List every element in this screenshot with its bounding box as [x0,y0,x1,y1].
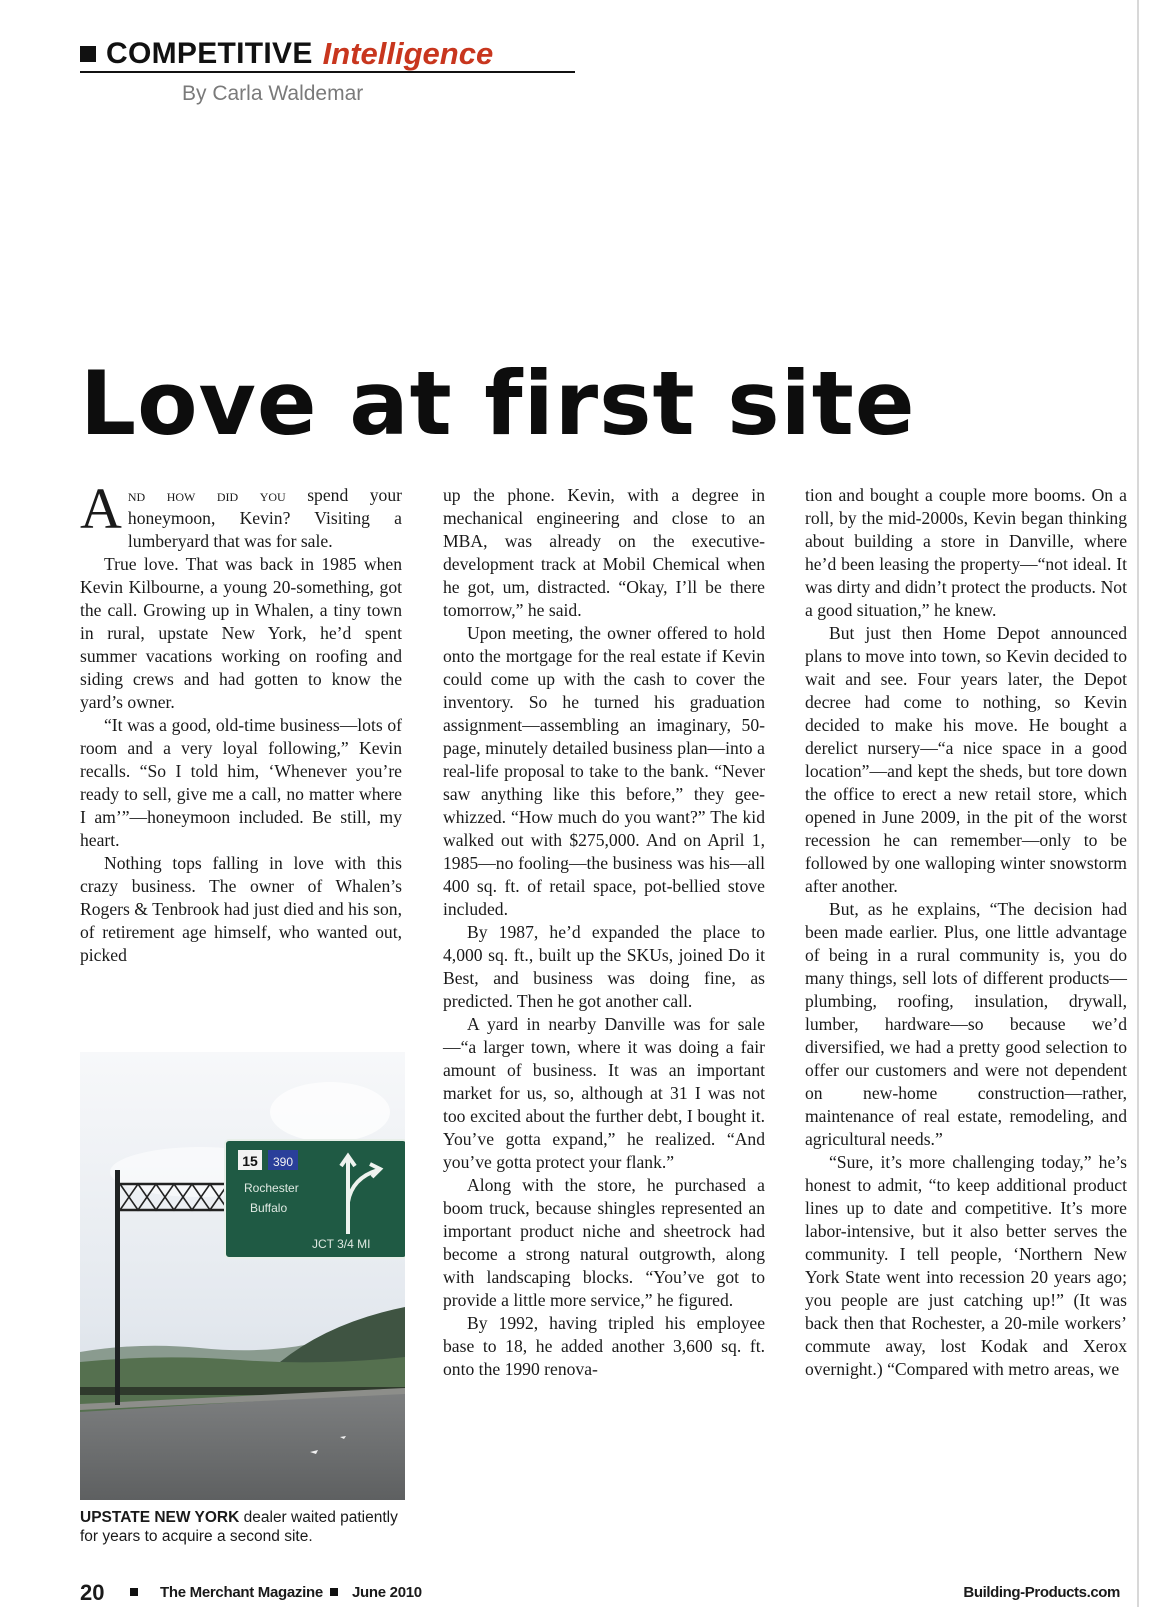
section-title-emphasis: Intelligence [322,36,494,71]
paragraph: “It was a good, old-time business—lots of room and a very loyal following,” Kevin recalls. “So I told him, ‘Whenever you’re ready to sell, give me a call, no matter where I am’”—honeymoon included. Be still, my heart. [80,715,402,850]
article-column-1 [80,476,402,967]
highway-sign-photo [80,1052,405,1500]
footer-separator-icon [330,1588,338,1596]
byline: By Carla Waldemar [182,82,364,105]
paragraph: True love. That was back in 1985 when Kevin Kilbourne, a young 20-something, got the call. Growing up in Whalen, a tiny town in rural, upstate New York, he’d spent summer vacations working on roofing and siding crews and had gotten to know the yard’s owner. [80,554,402,712]
lead-text: spend your honeymoon, Kevin? Visiting a lumberyard that was for sale. [127,485,402,551]
paragraph: By 1987, he’d expanded the place to 4,000 sq. ft., built up the SKUs, joined Do it Best, and business was doing fine, as predicted. Then he got another call. [443,922,765,1011]
paragraph-continued: tion and bought a couple more booms. On a roll, by the mid-2000s, Kevin began thinking about building a store in Danville, where he’d been leasing the property—“not ideal. It was dirty and didn’t protect the products. Not a good situation,” he knew. [805,485,1127,620]
lead-paragraph [80,476,402,553]
sign-junction: JCT 3/4 MI [312,1237,371,1251]
paragraph: But, as he explains, “The decision had been made earlier. Plus, one little advantage of being in a rural community is, you do many things, sell lots of different products—plumbing, roofing, insulation, drywall, lumber, hardware—so because we’d diversified, we had a pretty good selection to offer our customers and were not dependent on new-home construction—rather, maintenance of real estate, remodeling, and agricultural needs.” [805,899,1127,1149]
sign-destination-2: Buffalo [250,1201,288,1215]
section-header [80,36,493,72]
page-edge-line [1137,0,1139,1607]
section-bullet-icon [80,46,96,62]
website: Building-Products.com [963,1584,1120,1601]
paragraph: But just then Home Depot announced plans to move into town, so Kevin decided to wait and see. Four years later, the Depot decree had come to nothing, so Kevin decided to make his move. He bought a derelict nursery—“a nice space in a good location”—and kept the sheds, but tore down the office to erect a new retail store, which opened in June 2009, in the pit of the worst recession he can remember—only to be followed by one walloping winter snowstorm after another. [805,623,1127,896]
paragraph: Upon meeting, the owner offered to hold onto the mortgage for the real estate if Kevin could come up with the cash to cover the inventory. So he turned his graduation assignment—assembling an imaginary, 50-page, minutely detailed business plan—into a real-life proposal to take to the bank. “Never saw anything like this before,” they gee-whizzed. “How much do you want?” The kid walked out with $275,000. And on April 1, 1985—no fooling—the business was his—all 400 sq. ft. of retail space, pot-bellied stove included. [443,623,765,919]
article-photo [80,1052,405,1500]
section-title: COMPETITIVE [106,37,313,70]
caption-lead: UPSTATE NEW YORK [80,1509,240,1526]
article-headline: Love at first site [80,352,916,455]
caption-text: dealer waited patiently for years to acquire a second site. [80,1509,398,1545]
paragraph: By 1992, having tripled his employee base to 18, he added another 3,600 sq. ft. onto the 1990 renova- [443,1313,765,1379]
paragraph-continued: up the phone. Kevin, with a degree in mechanical engineering and close to an MBA, was already on the executive-development track at Mobil Chemical when he got, um, distracted. “Okay, I’ll be there tomorrow,” he said. [443,485,765,620]
route-390-shield: 390 [272,1155,294,1169]
page-number: 20 [80,1580,105,1605]
paragraph: A yard in nearby Danville was for sale—“a larger town, where it was doing a fair amount of business. It was an important market for us, so, although at 31 I was not too excited about the further debt, I bought it. You’ve gotta expand,” he realized. “And you’ve gotta protect your flank.” [443,1014,765,1172]
paragraph: Along with the store, he purchased a boom truck, because shingles represented an important product niche and sheetrock had become a strong natural outgrowth, along with landscaping blocks. “You’ve got to provide a little more service,” he figured. [443,1175,765,1310]
paragraph: “Sure, it’s more challenging today,” he’s honest to admit, “to keep additional product lines up to date and competitive. It’s more labor-intensive, but it also better serves the community. I tell people, ‘Northern New York State went into recession 20 years ago; you people are just catching up!” (It was back then that Rochester, a 20-mile workers’ commute away, lost Kodak and Xerox overnight.) “Compared with metro areas, we [805,1152,1127,1379]
article-column-2 [443,484,765,1381]
lead-smallcaps: nd how did you [127,485,286,505]
issue-date: June 2010 [352,1584,422,1601]
sign-destination-1: Rochester [244,1181,299,1195]
footer-separator-icon [130,1588,138,1596]
route-15-shield: 15 [242,1153,258,1169]
page-footer [80,1580,1140,1606]
paragraph: Nothing tops falling in love with this crazy business. The owner of Whalen’s Rogers & Tenbrook had just died and his son, of retirement age himself, who wanted out, picked [80,853,402,965]
publication-name: The Merchant Magazine [160,1584,323,1601]
section-rule [80,71,575,73]
photo-caption [80,1508,410,1546]
drop-cap: A [80,476,122,541]
article-column-3 [805,484,1127,1381]
